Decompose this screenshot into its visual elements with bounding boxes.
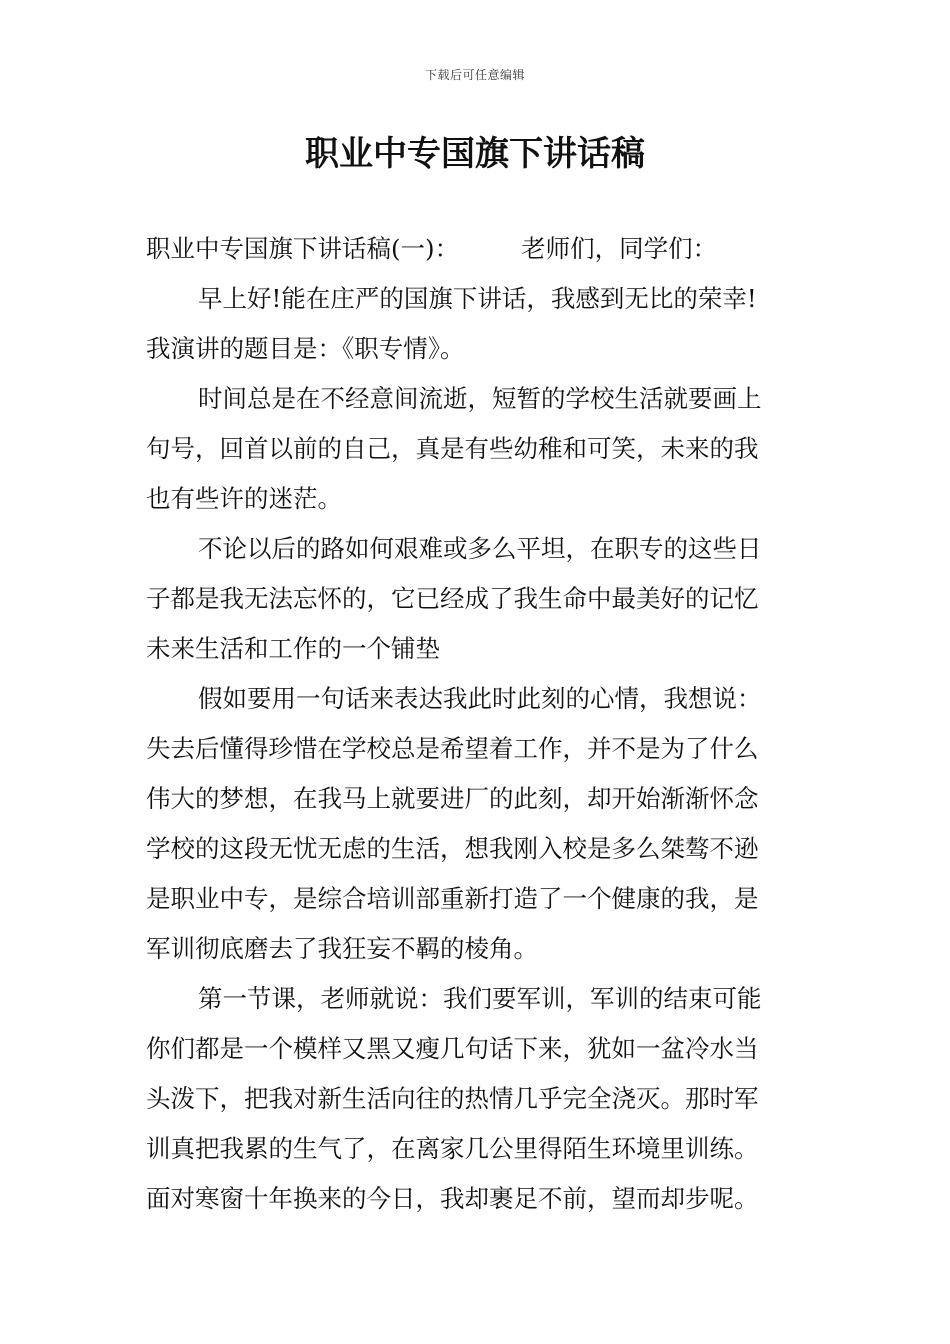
- paragraph-line: 未来生活和工作的一个铺垫: [146, 634, 440, 663]
- paragraph-line: 第一节课，老师就说：我们要军训，军训的结束可能: [198, 984, 762, 1013]
- header-note: 下载后可任意编辑: [424, 68, 525, 82]
- paragraph-line: 不论以后的路如何艰难或多么平坦，在职专的这些日: [198, 534, 762, 563]
- document-body: [146, 224, 806, 1224]
- paragraph-line: 句号，回首以前的自己，真是有些幼稚和可笑，未来的我: [146, 434, 759, 463]
- paragraph-line: 失去后懂得珍惜在学校总是希望着工作，并不是为了什么: [146, 734, 759, 763]
- opening-greeting: 老师们，同学们：: [521, 234, 718, 263]
- paragraph-line: 训真把我累的生气了，在离家几公里得陌生环境里训练。: [146, 1134, 759, 1163]
- paragraph-line: 我演讲的题目是：《职专情》。: [146, 334, 465, 363]
- paragraph-line: 子都是我无法忘怀的，它已经成了我生命中最美好的记忆: [146, 584, 759, 613]
- paragraph-line: 假如要用一句话来表达我此时此刻的心情，我想说：: [198, 684, 762, 713]
- paragraph-line: 早上好!能在庄严的国旗下讲话，我感到无比的荣幸!: [198, 284, 757, 313]
- paragraph-line: 军训彻底磨去了我狂妄不羁的棱角。: [146, 934, 538, 963]
- paragraph-line: 时间总是在不经意间流逝，短暂的学校生活就要画上: [198, 384, 762, 413]
- document-title: 职业中专国旗下讲话稿: [305, 134, 645, 174]
- paragraph-line: 面对寒窗十年换来的今日，我却裹足不前，望而却步呢。: [146, 1184, 759, 1213]
- opening-line: [146, 224, 806, 274]
- paragraph-line: 是职业中专，是综合培训部重新打造了一个健康的我，是: [146, 884, 759, 913]
- paragraph-line: 头泼下，把我对新生活向往的热情几乎完全浇灭。那时军: [146, 1084, 759, 1113]
- paragraph-line: 学校的这段无忧无虑的生活，想我刚入校是多么桀骜不逊: [146, 834, 759, 863]
- paragraph-line: 你们都是一个模样又黑又瘦几句话下来，犹如一盆冷水当: [146, 1034, 759, 1063]
- paragraph-line: 也有些许的迷茫。: [146, 484, 342, 513]
- paragraph-line: 伟大的梦想，在我马上就要进厂的此刻，却开始渐渐怀念: [146, 784, 759, 813]
- opening-label: 职业中专国旗下讲话稿(一)：: [146, 234, 460, 263]
